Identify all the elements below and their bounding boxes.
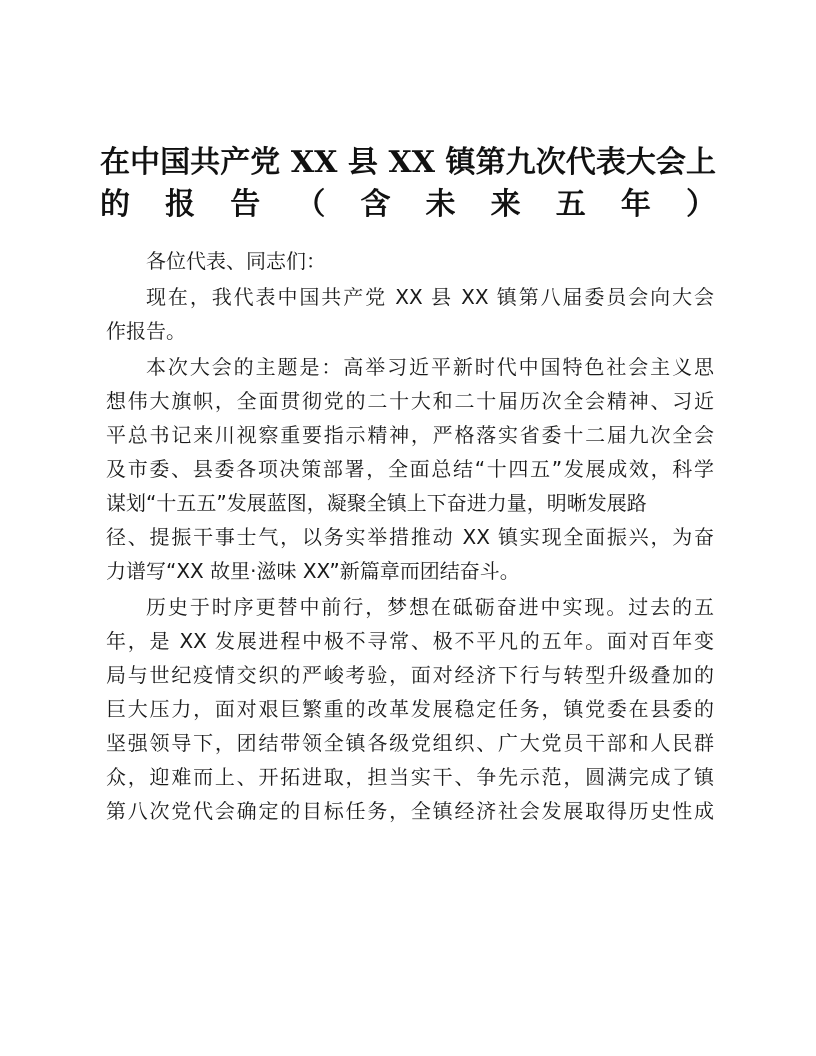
paragraph-line: 局与世纪疫情交织的严峻考验，面对经济下行与转型升级叠加的 [106,663,714,687]
paragraph-line: 想伟大旗帜，全面贯彻党的二十大和二十届历次全会精神、习近 [106,389,714,413]
paragraph-line: 年，是 XX 发展进程中极不寻常、极不平凡的五年。面对百年变 [106,629,714,653]
document-body [106,244,714,830]
title-line-2: 的报告（含未来五年） [100,187,716,222]
paragraph-intro [106,280,714,348]
paragraph-salutation [106,244,714,278]
title-line-1: 在中国共产党 XX 县 XX 镇第九次代表大会上 [100,145,716,180]
paragraph-line: 巨大压力，面对艰巨繁重的改革发展稳定任务，镇党委在县委的 [106,697,714,721]
paragraph-line: 谋划“十五五”发展蓝图，凝聚全镇上下奋进力量，明晰发展路 [106,491,647,515]
paragraph-line: 及市委、县委各项决策部署，全面总结“十四五”发展成效，科学 [106,457,714,481]
paragraph-line: 各位代表、同志们： [146,249,326,273]
paragraph-line: 第八次党代会确定的目标任务，全镇经济社会发展取得历史性成 [106,799,714,823]
paragraph-line: 坚强领导下，团结带领全镇各级党组织、广大党员干部和人民群 [106,731,714,755]
paragraph-line: 众，迎难而上、开拓进取，担当实干、争先示范，圆满完成了镇 [106,765,714,789]
paragraph-line: 本次大会的主题是：高举习近平新时代中国特色社会主义思 [146,355,714,379]
paragraph-review [106,590,714,828]
paragraph-line: 力谱写“XX 故里·滋味 XX”新篇章而团结奋斗。 [106,559,520,583]
paragraph-line: 历史于时序更替中前行，梦想在砥砺奋进中实现。过去的五 [146,595,714,619]
document-title [100,142,716,226]
paragraph-line: 现在，我代表中国共产党 XX 县 XX 镇第八届委员会向大会 [146,285,714,309]
paragraph-theme [106,350,714,588]
paragraph-line: 径、提振干事士气，以务实举措推动 XX 镇实现全面振兴，为奋 [106,525,714,549]
paragraph-line: 平总书记来川视察重要指示精神，严格落实省委十二届九次全会 [106,423,714,447]
paragraph-line: 作报告。 [106,319,186,343]
